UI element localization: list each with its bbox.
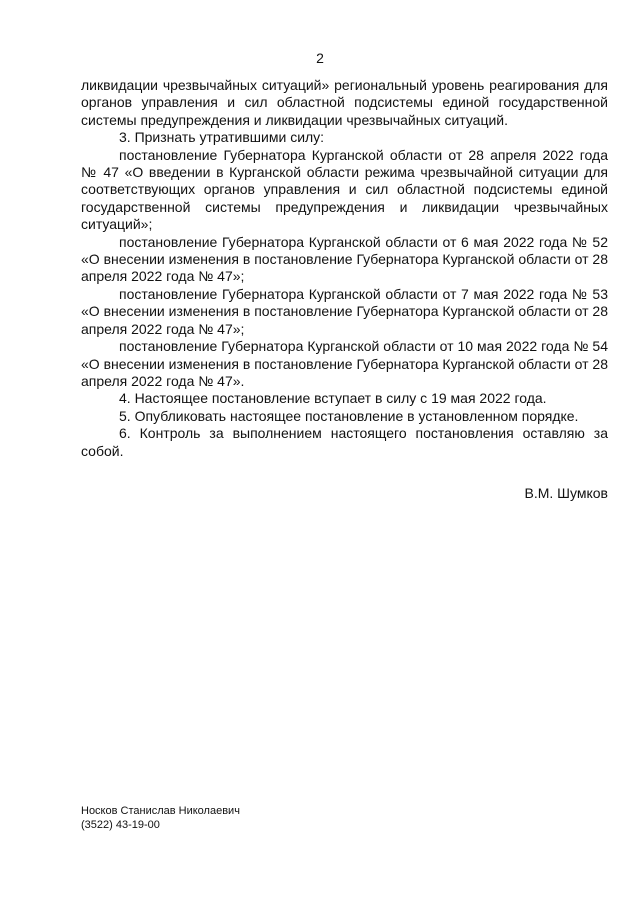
paragraph-9: 6. Контроль за выполнением настоящего постановления оставляю за собой.: [81, 425, 608, 459]
paragraph-1: ликвидации чрезвычайных ситуаций» региональный уровень реагирования для органов управления и сил областной подсистемы единой государственной системы предупреждения и ликвидации чрезвычайных ситуаций.: [81, 77, 608, 128]
signature: В.М. Шумков: [524, 485, 608, 501]
executor-name: Носков Станислав Николаевич: [81, 805, 240, 817]
executor-phone: (3522) 43-19-00: [81, 819, 160, 831]
document-body: [81, 77, 608, 460]
paragraph-8: 5. Опубликовать настоящее постановление в установленном порядке.: [119, 407, 579, 424]
paragraph-7: 4. Настоящее постановление вступает в силу с 19 мая 2022 года.: [119, 390, 547, 407]
paragraph-2: 3. Признать утратившими силу:: [119, 129, 325, 146]
paragraph-5: постановление Губернатора Курганской области от 7 мая 2022 года № 53 «О внесении изменения в постановление Губернатора Курганской области от 28 апреля 2022 года № 47»;: [81, 285, 608, 337]
paragraph-6: постановление Губернатора Курганской области от 10 мая 2022 года № 54 «О внесении изменения в постановление Губернатора Курганской области от 28 апреля 2022 года № 47».: [81, 338, 608, 389]
paragraph-4: постановление Губернатора Курганской области от 6 мая 2022 года № 52 «О внесении изменения в постановление Губернатора Курганской области от 28 апреля 2022 года № 47»;: [81, 233, 608, 285]
page-number: 2: [316, 50, 324, 66]
executor-footer: [81, 804, 240, 832]
paragraph-3: постановление Губернатора Курганской области от 28 апреля 2022 года № 47 «О введении в Курганской области режима чрезвычайной ситуации для соответствующих органов управления и сил областной подсистемы единой государственной системы предупреждения и ликвидации чрезвычайных ситуаций»;: [81, 146, 608, 233]
